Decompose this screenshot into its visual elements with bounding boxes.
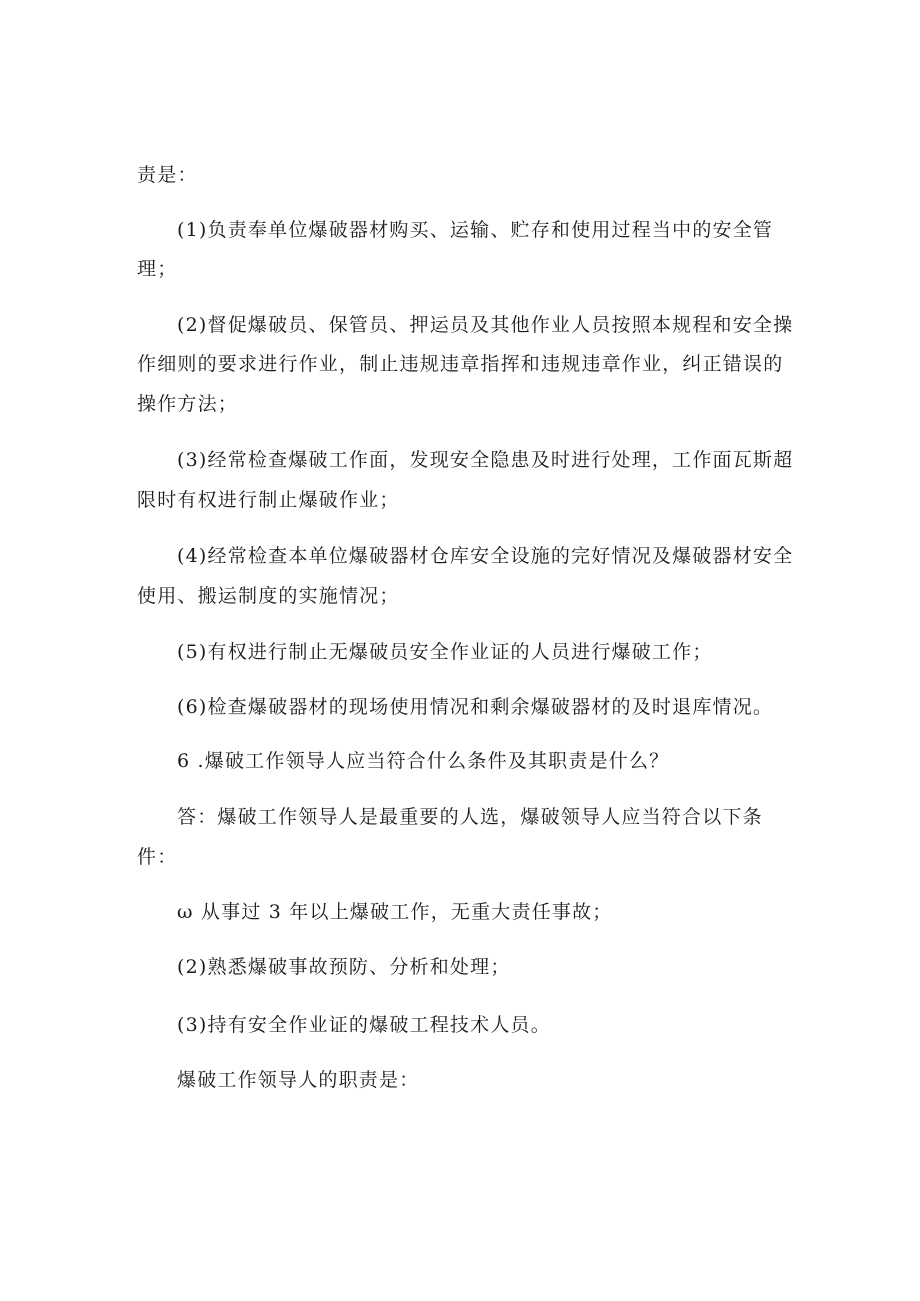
text-line: (1)负责奉单位爆破器材购买、运输、贮存和使用过程当中的安全管: [177, 219, 774, 241]
text-line: 答：爆破工作领导人是最重要的人选，爆破领导人应当符合以下条: [177, 806, 763, 828]
text-line: (2)熟悉爆破事故预防、分析和处理；: [177, 956, 511, 978]
text-line: 操作方法；: [137, 393, 239, 415]
text-line: (3)经常检查爆破工作面，发现安全隐患及时进行处理，工作面瓦斯超: [177, 449, 794, 471]
text-line: 使用、搬运制度的实施情况；: [137, 585, 400, 607]
text-line: (2)督促爆破员、保管员、押运员及其他作业人员按照本规程和安全操: [177, 314, 794, 336]
text-line: ω 从事过 3 年以上爆破工作，无重大责任事故；: [177, 901, 613, 923]
text-line: 理；: [137, 258, 178, 280]
section-heading: 6 .爆破工作领导人应当符合什么条件及其职责是什么？: [177, 750, 670, 772]
text-line: 作细则的要求进行作业，制止违规违章指挥和违规违章作业，纠正错误的: [137, 353, 784, 375]
text-line: 责是：: [137, 164, 198, 186]
text-line: (5)有权进行制止无爆破员安全作业证的人员进行爆破工作；: [177, 641, 713, 663]
text-line: (4)经常检查本单位爆破器材仓库安全设施的完好情况及爆破器材安全: [177, 545, 794, 567]
text-line: 限时有权进行制止爆破作业；: [137, 489, 400, 511]
text-line: (3)持有安全作业证的爆破工程技术人员。: [177, 1014, 551, 1036]
text-line: (6)检查爆破器材的现场使用情况和剩余爆破器材的及时退库情况。: [177, 696, 774, 718]
text-line: 件：: [137, 846, 178, 868]
text-line: 爆破工作领导人的职责是：: [177, 1069, 420, 1091]
